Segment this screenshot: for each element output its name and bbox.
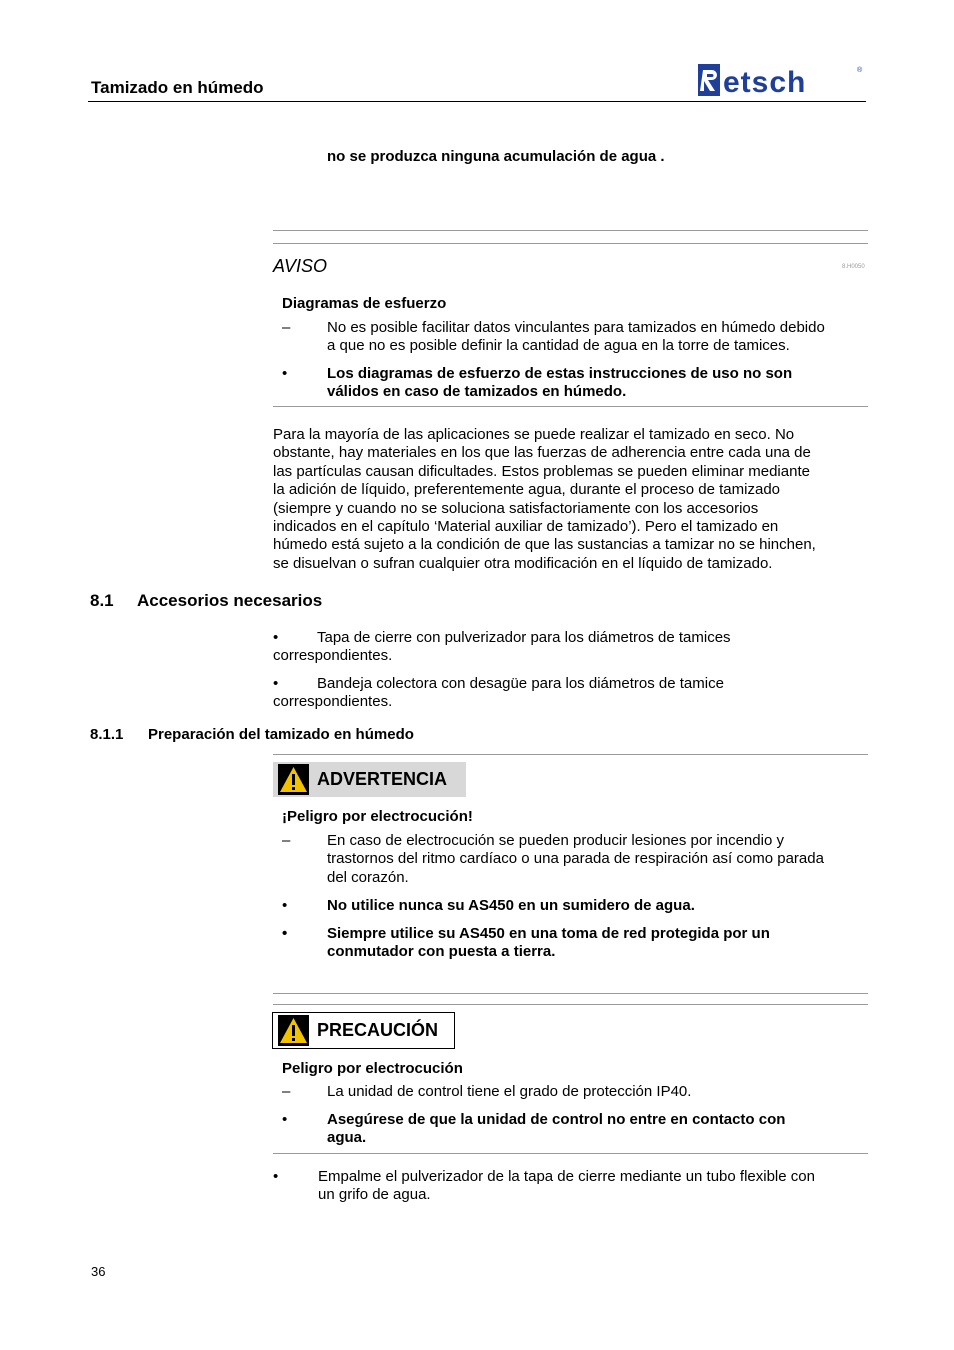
subsection-title: Preparación del tamizado en húmedo: [148, 726, 414, 743]
list-item: [327, 365, 867, 402]
bullet-marker: •: [273, 629, 279, 646]
list-item: [318, 1168, 866, 1205]
list-item-line: trastornos del ritmo cardíaco o una parada de respiración así como parada: [327, 850, 824, 868]
list-marker: –: [282, 1083, 291, 1100]
divider: [273, 1004, 868, 1005]
notice-heading: Diagramas de esfuerzo: [282, 295, 447, 312]
paragraph-line: la adición de líquido, preferentemente agua, durante el proceso de tamizado: [273, 481, 781, 499]
divider: [273, 230, 868, 231]
list-marker: –: [282, 832, 291, 849]
warning-heading: ¡Peligro por electrocución!: [282, 808, 473, 825]
list-item-line: Empalme el pulverizador de la tapa de cierre mediante un tubo flexible con: [318, 1168, 815, 1185]
accessory-item: [273, 629, 868, 666]
warning-triangle-icon: [278, 1015, 309, 1046]
accessory-item: [273, 675, 868, 712]
divider: [273, 406, 868, 407]
divider: [273, 993, 868, 994]
list-item-line: Asegúrese de que la unidad de control no entre en contacto con: [327, 1111, 786, 1128]
list-item: [327, 1111, 867, 1148]
section-number: 8.1: [90, 591, 114, 610]
caution-label: PRECAUCIÓN: [317, 1020, 439, 1040]
subsection-number: 8.1.1: [90, 726, 124, 743]
accessory-text: correspondientes.: [273, 693, 393, 711]
list-marker: –: [282, 319, 291, 336]
list-item-line: conmutador con puesta a tierra.: [327, 943, 556, 961]
svg-text:etsch: etsch: [723, 66, 807, 98]
warning-triangle-icon: [278, 764, 309, 795]
accessory-text: correspondientes.: [273, 647, 393, 665]
body-paragraph: [273, 426, 863, 573]
header-title: Tamizado en húmedo: [91, 78, 264, 97]
divider: [273, 754, 868, 755]
header-rule: [88, 101, 866, 102]
warning-signal: [273, 762, 466, 797]
divider: [273, 243, 868, 244]
list-marker: •: [273, 1168, 279, 1185]
divider: [273, 1153, 868, 1154]
list-marker: •: [282, 365, 288, 382]
paragraph-line: las partículas causan dificultades. Estos problemas se pueden eliminar mediante: [273, 462, 810, 480]
list-item-line: Siempre utilice su AS450 en una toma de red protegida por un: [327, 925, 770, 942]
list-item-line: agua.: [327, 1129, 367, 1147]
list-marker: •: [282, 1111, 288, 1128]
list-item-line: válidos en caso de tamizados en húmedo.: [327, 383, 627, 401]
paragraph-line: (siempre y cuando no se soluciona satisfactoriamente con los accesorios: [273, 499, 759, 517]
list-marker: •: [282, 897, 288, 914]
accessory-text: Bandeja colectora con desagüe para los diámetros de tamice: [317, 675, 724, 692]
list-item-line: un grifo de agua.: [318, 1186, 431, 1204]
retsch-logo: [697, 62, 865, 98]
list-item-line: a que no es posible definir la cantidad de agua en la torre de tamices.: [327, 337, 790, 355]
list-marker: •: [282, 925, 288, 942]
list-item-line: No es posible facilitar datos vinculantes para tamizados en húmedo debido: [327, 319, 825, 336]
warning-label: ADVERTENCIA: [317, 769, 448, 789]
paragraph-line: Para la mayoría de las aplicaciones se puede realizar el tamizado en seco. No: [273, 426, 795, 443]
list-item-line: En caso de electrocución se pueden producir lesiones por incendio y: [327, 832, 784, 849]
list-item: [327, 1083, 867, 1101]
section-title: Accesorios necesarios: [137, 591, 323, 610]
notice-code: 8.H0050: [842, 264, 865, 270]
list-item-line: No utilice nunca su AS450 en un sumidero de agua.: [327, 897, 695, 914]
caution-heading: Peligro por electrocución: [282, 1060, 463, 1077]
list-item: [327, 897, 867, 915]
list-item-line: del corazón.: [327, 868, 409, 886]
intro-line: no se produzca ninguna acumulación de agua .: [327, 148, 665, 165]
svg-text:®: ®: [857, 67, 863, 74]
caution-signal: [272, 1012, 455, 1049]
paragraph-line: obstante, hay materiales en los que las fuerzas de adherencia entre cada una de: [273, 444, 811, 462]
paragraph-line: húmedo está sujeto a la condición de que las sustancias a tamizar no se hinchen,: [273, 536, 816, 554]
bullet-marker: •: [273, 675, 279, 692]
list-item: [327, 319, 867, 356]
notice-label: AVISO: [273, 256, 328, 276]
list-item: [327, 925, 867, 962]
list-item-line: La unidad de control tiene el grado de protección IP40.: [327, 1083, 692, 1100]
paragraph-line: se disuelvan o sufran cualquier otra modificación en el líquido de tamizado.: [273, 554, 773, 572]
accessory-text: Tapa de cierre con pulverizador para los diámetros de tamices: [317, 629, 731, 646]
list-item-line: Los diagramas de esfuerzo de estas instrucciones de uso no son: [327, 365, 793, 382]
page-number: 36: [91, 1264, 106, 1279]
paragraph-line: indicados en el capítulo ‘Material auxiliar de tamizado’). Pero el tamizado en: [273, 518, 779, 536]
list-item: [327, 832, 867, 887]
